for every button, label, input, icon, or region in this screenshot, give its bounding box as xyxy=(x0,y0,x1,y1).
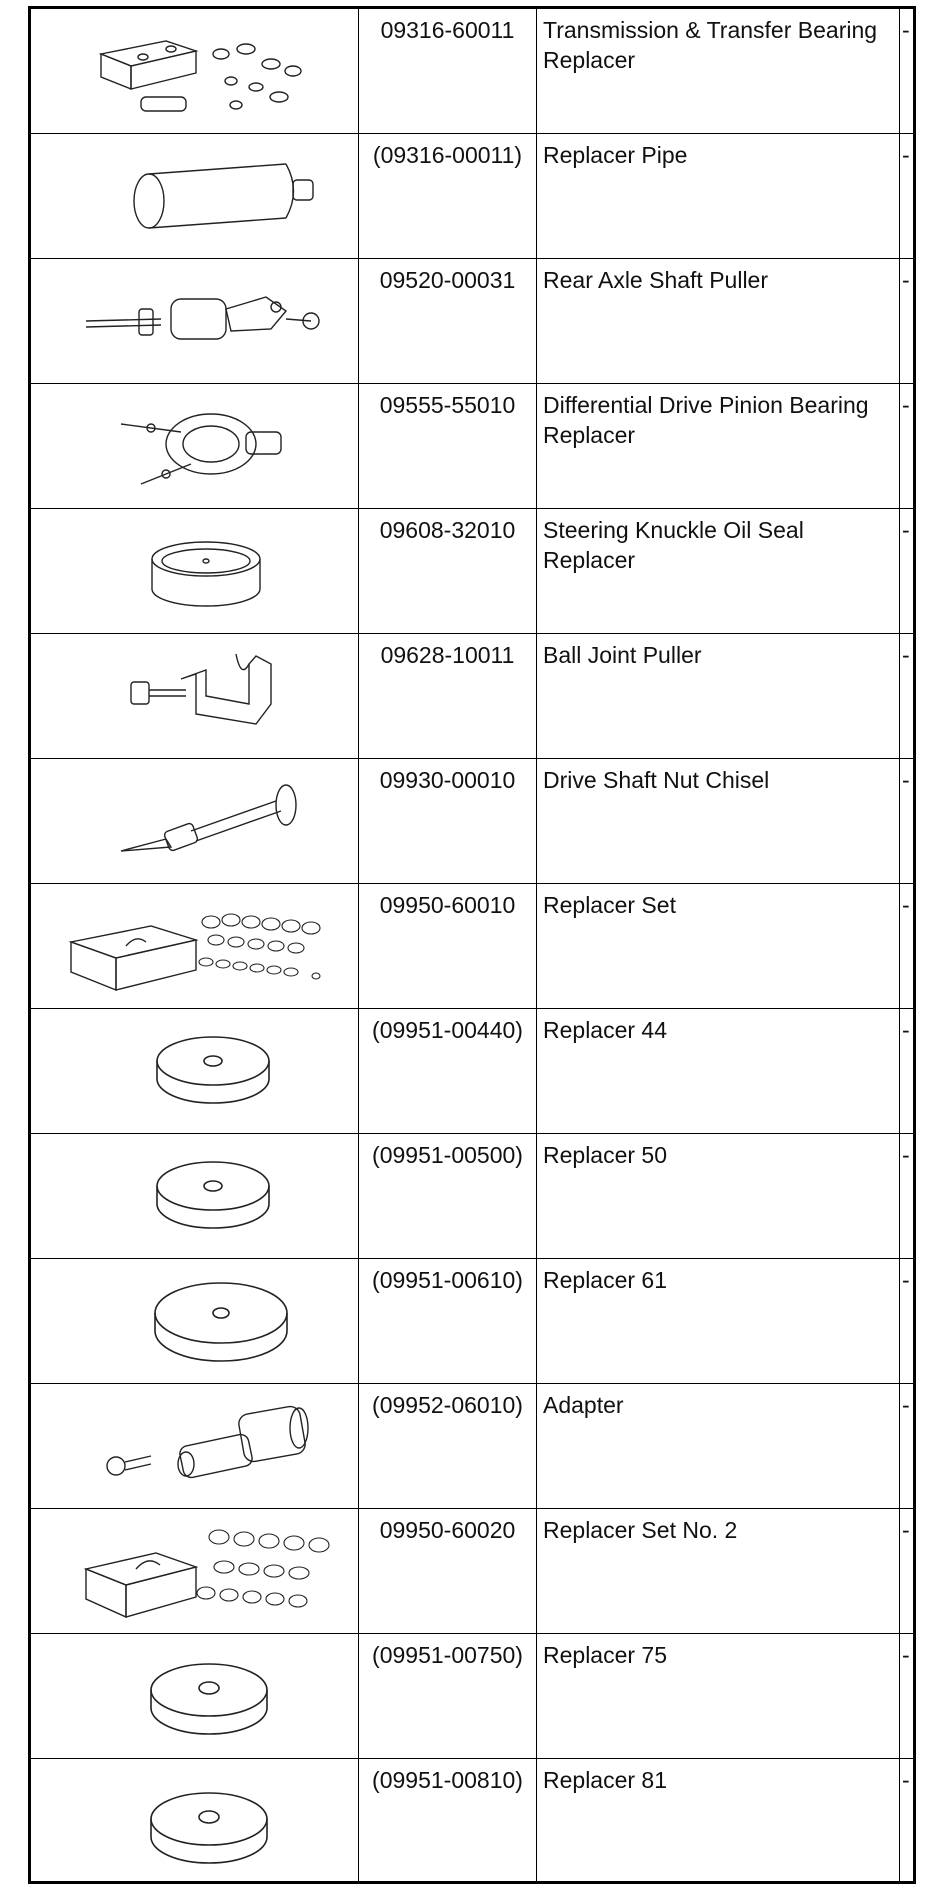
tool-name: Rear Axle Shaft Puller xyxy=(543,267,769,293)
replacer-disc-icon xyxy=(31,1009,359,1133)
tool-image-cell xyxy=(31,1009,359,1133)
replacer-kit-icon xyxy=(31,9,359,133)
pinion-bearing-replacer-icon xyxy=(31,384,359,508)
tool-image-cell xyxy=(31,1259,359,1383)
tool-image-cell xyxy=(31,259,359,383)
part-number: 09950-60010 xyxy=(379,892,516,918)
note: - xyxy=(902,142,910,168)
part-number: (09951-00750) xyxy=(372,1642,523,1668)
axle-shaft-puller-icon xyxy=(31,259,359,383)
table-row xyxy=(31,1384,913,1509)
tool-image-cell xyxy=(31,1759,359,1884)
tool-name: Replacer Set No. 2 xyxy=(543,1517,738,1543)
tool-name: Replacer Pipe xyxy=(543,142,688,168)
tool-image-cell xyxy=(31,634,359,758)
table-row xyxy=(31,1259,913,1384)
part-number: (09951-00500) xyxy=(372,1142,523,1168)
note: - xyxy=(902,1517,910,1543)
tool-image-cell xyxy=(31,1509,359,1633)
special-tools-table xyxy=(28,6,916,1884)
table-row xyxy=(31,259,913,384)
tool-name: Drive Shaft Nut Chisel xyxy=(543,767,770,793)
note: - xyxy=(902,642,910,668)
replacer-disc-icon xyxy=(31,1759,359,1883)
part-number: (09951-00610) xyxy=(372,1267,523,1293)
table-row xyxy=(31,1509,913,1634)
tool-image-cell xyxy=(31,759,359,883)
tool-name: Replacer 81 xyxy=(543,1767,668,1793)
tool-image-cell xyxy=(31,509,359,633)
note: - xyxy=(902,1392,910,1418)
tool-image-cell xyxy=(31,884,359,1008)
tool-image-cell xyxy=(31,1134,359,1258)
table-row xyxy=(31,1759,913,1884)
tool-image-cell xyxy=(31,9,359,133)
tool-name: Differential Drive Pinion Bearing Replacer xyxy=(543,392,869,448)
tool-name: Replacer 50 xyxy=(543,1142,668,1168)
note: - xyxy=(902,17,910,43)
tool-name: Replacer 44 xyxy=(543,1017,668,1043)
part-number: (09316-00011) xyxy=(372,142,523,168)
note: - xyxy=(902,892,910,918)
table-row xyxy=(31,384,913,509)
table-row xyxy=(31,134,913,259)
adapter-icon xyxy=(31,1384,359,1508)
note: - xyxy=(902,517,910,543)
ball-joint-puller-icon xyxy=(31,634,359,758)
replacer-set-icon xyxy=(31,1509,359,1633)
tool-name: Steering Knuckle Oil Seal Replacer xyxy=(543,517,804,573)
note: - xyxy=(902,392,910,418)
tool-name: Ball Joint Puller xyxy=(543,642,702,668)
part-number: 09316-60011 xyxy=(380,17,515,43)
note: - xyxy=(902,1017,910,1043)
replacer-pipe-icon xyxy=(31,134,359,258)
tool-name: Replacer 61 xyxy=(543,1267,668,1293)
table-row xyxy=(31,634,913,759)
table-row xyxy=(31,9,913,134)
note: - xyxy=(902,267,910,293)
replacer-disc-icon xyxy=(31,1634,359,1758)
part-number: 09555-55010 xyxy=(379,392,516,418)
part-number: (09951-00810) xyxy=(372,1767,523,1793)
part-number: 09930-00010 xyxy=(379,767,516,793)
part-number: 09608-32010 xyxy=(379,517,516,543)
table-row xyxy=(31,884,913,1009)
part-number: (09951-00440) xyxy=(372,1017,523,1043)
note: - xyxy=(902,767,910,793)
replacer-set-icon xyxy=(31,884,359,1008)
tool-image-cell xyxy=(31,384,359,508)
note: - xyxy=(902,1142,910,1168)
table-row xyxy=(31,1009,913,1134)
table-row xyxy=(31,759,913,884)
tool-image-cell xyxy=(31,134,359,258)
part-number: 09950-60020 xyxy=(379,1517,516,1543)
part-number: (09952-06010) xyxy=(372,1392,523,1418)
tool-name: Replacer Set xyxy=(543,892,676,918)
note: - xyxy=(902,1767,910,1793)
table-row xyxy=(31,1134,913,1259)
nut-chisel-icon xyxy=(31,759,359,883)
tool-name: Transmission & Transfer Bearing Replacer xyxy=(543,17,878,73)
tool-name: Adapter xyxy=(543,1392,624,1418)
tool-name: Replacer 75 xyxy=(543,1642,668,1668)
table-row xyxy=(31,509,913,634)
tool-image-cell xyxy=(31,1634,359,1758)
tool-image-cell xyxy=(31,1384,359,1508)
part-number: 09628-10011 xyxy=(380,642,515,668)
note: - xyxy=(902,1642,910,1668)
replacer-disc-icon xyxy=(31,1259,359,1383)
part-number: 09520-00031 xyxy=(379,267,516,293)
oil-seal-replacer-icon xyxy=(31,509,359,633)
replacer-disc-icon xyxy=(31,1134,359,1258)
table-row xyxy=(31,1634,913,1759)
note: - xyxy=(902,1267,910,1293)
